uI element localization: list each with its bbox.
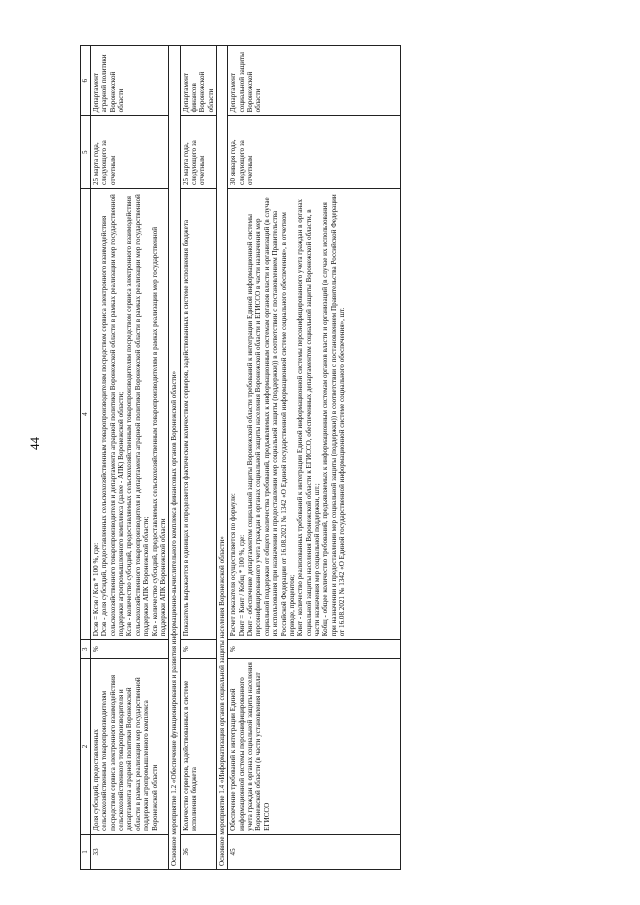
indicator-name: Доля субсидий, предоставленных сельскохозяйственным товаропроизводителям посредством сервиса электронного взаимодействия сельскохозяйственного товаропроизводителя и департамента аграрной политики Воронежской области в рамках реализации мер государственной поддержки агропромышленного комплекса Воронежской области — [91, 659, 169, 835]
header-col-4: 4 — [81, 189, 91, 640]
header-col-3: 3 — [81, 640, 91, 659]
method-line: Dcэв - доля субсидий, предоставленных сельскохозяйственным товаропроизводителям посредством сервиса электронного взаимодействия сельскохозяйственного товаропроизводителя и департамента аграрной политики Воронежской области в рамках реализации мер государственной поддержки агропромышленного комплекса (далее - АПК) Воронежской области; — [100, 194, 126, 637]
row-number: 45 — [228, 834, 401, 869]
indicator-name: Количество серверов, задействованных в системе исполнения бюджета — [180, 659, 216, 835]
method-line: Показатель выражается в единицах и определяется фактическим количеством серверов, задействованных в системе исполнения бюджета — [181, 219, 190, 637]
header-col-6: 6 — [81, 46, 91, 116]
method-line: Dинт = Кинт / Кобщ * 100 %, где: — [237, 534, 246, 637]
responsible-cell: Департамент финансов Воронежской области — [180, 46, 216, 116]
responsible-cell: Департамент социальной защиты Воронежской области — [228, 46, 401, 116]
header-row — [81, 46, 91, 870]
method-cell — [180, 189, 216, 640]
unit-cell: % — [228, 640, 401, 659]
section-title: Основное мероприятие 1.2 «Обеспечение функционирования и развития информационно-вычислительного комплекса финансовых органов Воронежской области» — [169, 46, 180, 870]
document-sheet — [80, 45, 610, 870]
row-number: 33 — [91, 834, 169, 869]
method-line: Dcэв = Кcэв / Кcв * 100 %, где: — [92, 542, 100, 637]
section-row — [169, 46, 180, 870]
deadline-cell: 25 марта года, следующего за отчетным — [91, 116, 169, 189]
method-line: Dинт - обеспечение департаментом социальной защиты Воронежской области требований к интеграции Единой информационной системы персонифицированного учета граждан в органах социальной защиты населения Воронежской области и ЕГИССО в части назначения мер социальной поддержки от общего количества требований, предъявляемых к информационным системам органов власти и организаций (в случае их использования при назначении и предоставлении мер социальной защиты (поддержки)) в соответствии с постановлением Правительства Российской Федерации от 16.08.2021 № 1342 «О Единой государственной информационной системе социального обеспечения», в отчетном периоде, процентов; — [246, 197, 296, 637]
table-row — [180, 46, 216, 870]
indicator-name: Обеспечение требований к интеграции Единой информационной системы персонифицированного учета граждан в органах социальной защиты населения Воронежской области (в части установления выплат ЕГИССО — [228, 659, 401, 835]
deadline-cell: 25 марта года, следующего за отчетным — [180, 116, 216, 189]
method-line: Кcэв - количество субсидий, предоставляемых сельскохозяйственным товаропроизводителям посредством сервиса электронного взаимодействия сельскохозяйственного товаропроизводителя и департамента аграрной политики Воронежской области в рамках реализации мер государственной поддержки АПК Воронежской области; — [125, 194, 151, 637]
section-title: Основное мероприятие 1.4 «Информатизация органов социальной защиты населения Воронежской области» — [217, 46, 228, 870]
section-row — [217, 46, 228, 870]
method-line: Кобщ - общее количество требований, предъявляемых к информационным системам органов власти и организаций (в случае их использования при назначении и предоставлении мер социальной защиты (поддержки)) в соответствии с постановлением Правительства Российской Федерации от 16.08.2021 № 1342 «О Единой государственной информационной системе социального обеспечения», шт. — [321, 194, 347, 637]
table-row — [91, 46, 169, 870]
unit-cell: % — [91, 640, 169, 659]
method-line: Расчет показателя осуществляется по формуле: — [229, 493, 238, 637]
method-line: Кcв - количество субсидий, предоставляемых сельскохозяйственным товаропроизводителям в рамках реализации мер государственной поддержки АПК Воронежской области — [150, 226, 167, 637]
method-line: Кинт - количество реализованных требований к интеграции Единой информационной системы персонифицированного учета граждан в органах социальной защиты населения Воронежской области к ЕГИССО, обеспеченных департаментом социальной защиты Воронежской области, в части назначения мер социальной поддержки, шт.; — [296, 199, 321, 637]
row-number: 36 — [180, 834, 216, 869]
responsible-cell: Департамент аграрной политики Воронежской области — [91, 46, 169, 116]
table-row — [228, 46, 401, 870]
header-col-1: 1 — [81, 834, 91, 869]
page-number: 44 — [27, 437, 42, 450]
header-col-2: 2 — [81, 659, 91, 835]
method-cell — [228, 189, 401, 640]
header-col-5: 5 — [81, 116, 91, 189]
indicator-table — [80, 45, 401, 870]
deadline-cell: 30 января года, следующего за отчетным — [228, 116, 401, 189]
method-cell — [91, 189, 169, 640]
unit-cell: % — [180, 640, 216, 659]
